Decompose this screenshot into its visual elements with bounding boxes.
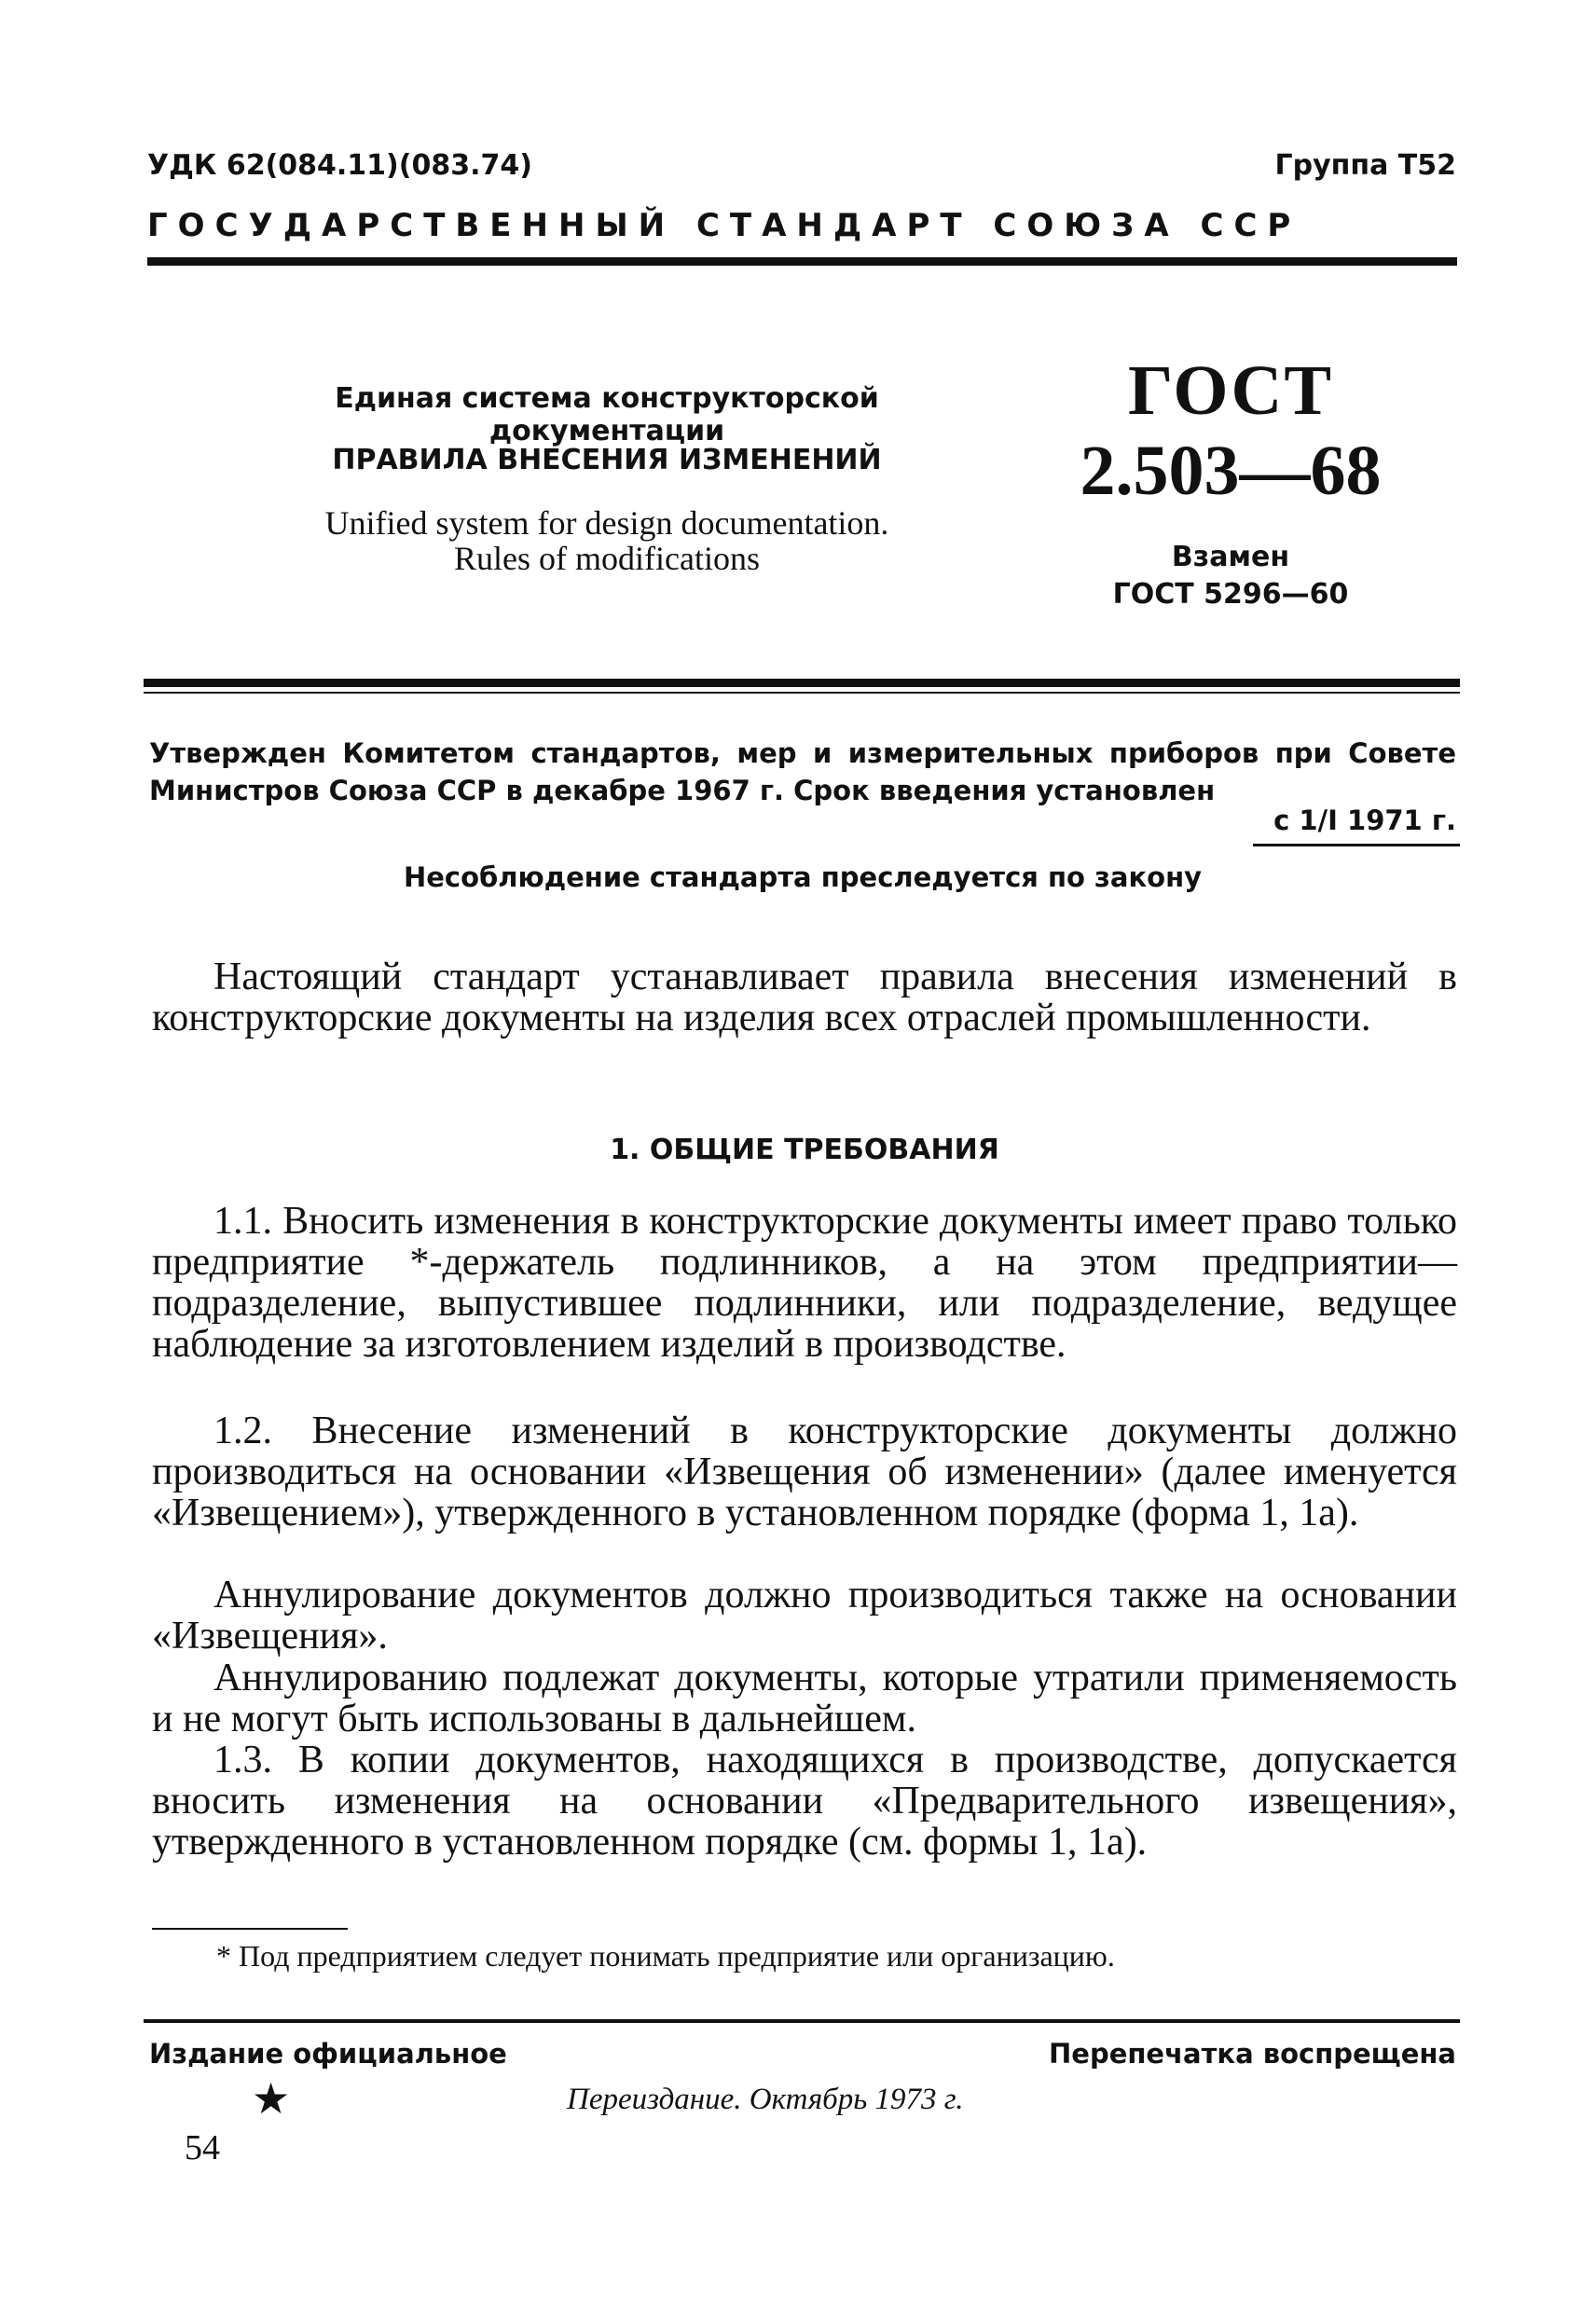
reissue-note: Переиздание. Октябрь 1973 г. (567, 2083, 964, 2116)
title-rule-thin (144, 692, 1460, 694)
replaces-note: Взамен ГОСТ 5296—60 (1112, 541, 1349, 611)
star-icon: ★ (252, 2075, 291, 2123)
section-heading: 1. ОБЩИЕ ТРЕБОВАНИЯ (610, 1134, 999, 1166)
paragraph: Аннулированию подлежат документы, которые утратили применяемость и не могут быть использованы в дальнейшем. (152, 1657, 1457, 1740)
system-title: Единая система конструкторской документации (335, 382, 879, 447)
paragraph: 1.3. В копии документов, находящихся в производстве, допускается вносить изменения на основании «Предварительного извещения», утвержденного в установленном порядке (см. формы 1, 1а). (152, 1739, 1457, 1864)
intro-paragraph: Настоящий стандарт устанавливает правила внесения изменений в конструкторские документы на изделия всех отраслей промышленности. (152, 956, 1457, 1039)
footnote: * Под предприятием следует понимать предприятие или организацию. (216, 1939, 1115, 1973)
gost-number: 2.503—68 (1080, 432, 1382, 510)
standard-banner: ГОСУДАРСТВЕННЫЙ СТАНДАРТ СОЮЗА ССР (147, 207, 1301, 244)
footer-rule (144, 2019, 1460, 2023)
udk-code: УДК 62(084.11)(083.74) (147, 149, 532, 182)
paragraph: 1.1. Вносить изменения в конструкторские документы имеет право только предприятие *-держатель подлинников, а на этом предприятии—подразделение, выпустившее подлинники, или подразделение, ведущее наблюдение за изготовлением изделий в производстве. (152, 1200, 1457, 1366)
document-title: ПРАВИЛА ВНЕСЕНИЯ ИЗМЕНЕНИЙ (332, 444, 882, 476)
reprint-prohibited: Перепечатка воспрещена (1049, 2038, 1456, 2070)
page-number: 54 (185, 2128, 220, 2167)
gost-label: ГОСТ (1127, 351, 1334, 430)
group-code: Группа Т52 (1274, 149, 1456, 182)
paragraph: 1.2. Внесение изменений в конструкторские документы должно производиться на основании «Извещения об изменении» (далее именуется «Извещением»), утвержденного в установленном порядке (форма 1, 1а). (152, 1410, 1457, 1534)
banner-rule (147, 257, 1457, 266)
title-rule-thick (144, 679, 1460, 687)
footnote-rule (152, 1928, 348, 1930)
approval-text: Утвержден Комитетом стандартов, мер и измерительных приборов при Совете Министров Союза ССР в декабре 1967 г. Срок введения установлен (149, 737, 1456, 806)
effective-date: с 1/I 1971 г. (1273, 805, 1456, 836)
official-edition: Издание официальное (149, 2038, 507, 2070)
english-title: Unified system for design documentation. Rules of modifications (324, 504, 889, 577)
legal-notice: Несоблюдение стандарта преследуется по закону (403, 861, 1203, 893)
date-underline (1253, 844, 1460, 846)
paragraph: Аннулирование документов должно производиться также на основании «Извещения». (152, 1574, 1457, 1658)
